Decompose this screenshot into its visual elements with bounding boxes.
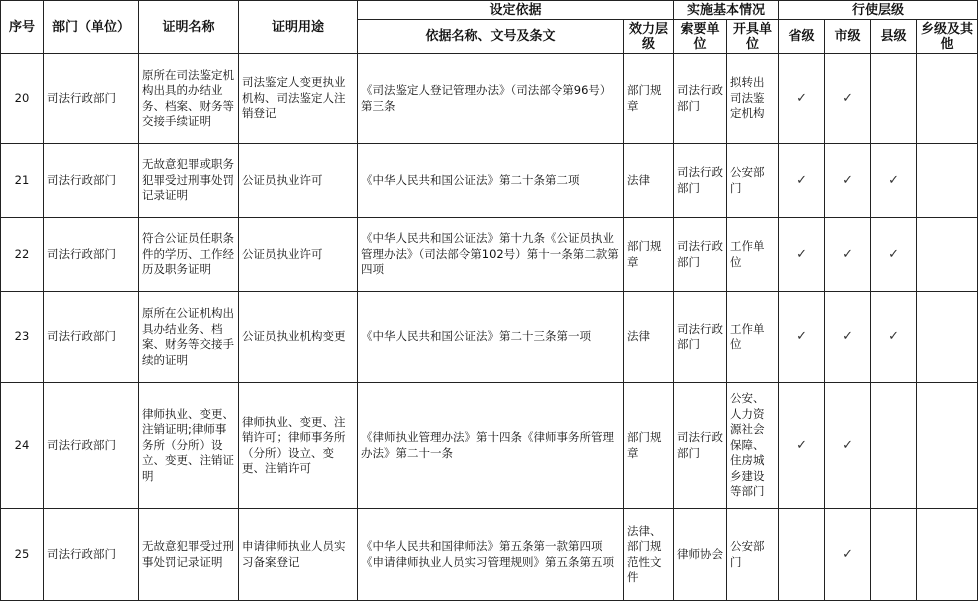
row-effect-level: 部门规章 (624, 383, 674, 509)
table-row (1, 144, 978, 218)
row-cert-name: 无故意犯罪或职务犯罪受过刑事处罚记录证明 (139, 144, 239, 218)
row-seq: 21 (1, 144, 44, 218)
header-impl-group: 实施基本情况 (674, 1, 779, 20)
table-row (1, 509, 978, 601)
row-city-check: ✓ (825, 218, 871, 292)
row-county-check (871, 383, 917, 509)
row-city-check: ✓ (825, 292, 871, 383)
header-basis-detail: 依据名称、文号及条文 (358, 20, 624, 54)
table-row (1, 383, 978, 509)
row-county-check: ✓ (871, 218, 917, 292)
row-town-check (917, 218, 978, 292)
row-dept: 司法行政部门 (44, 54, 139, 144)
row-issuer: 工作单位 (727, 292, 779, 383)
row-county-check (871, 509, 917, 601)
row-requester: 司法行政部门 (674, 144, 727, 218)
row-seq: 25 (1, 509, 44, 601)
row-basis: 《中华人民共和国律师法》第五条第一款第四项《申请律师执业人员实习管理规则》第五条第五项 (358, 509, 624, 601)
row-cert-use: 律师执业、变更、注销许可；律师事务所（分所）设立、变更、注销许可 (239, 383, 358, 509)
header-basis-group: 设定依据 (358, 1, 674, 20)
row-cert-use: 申请律师执业人员实习备案登记 (239, 509, 358, 601)
header-issuer: 开具单位 (727, 20, 779, 54)
row-dept: 司法行政部门 (44, 383, 139, 509)
row-effect-level: 法律、部门规范性文件 (624, 509, 674, 601)
row-effect-level: 法律 (624, 292, 674, 383)
table-row (1, 54, 978, 144)
row-town-check (917, 54, 978, 144)
row-town-check (917, 144, 978, 218)
header-dept: 部门（单位） (44, 1, 139, 54)
row-city-check: ✓ (825, 144, 871, 218)
row-issuer: 公安部门 (727, 144, 779, 218)
row-cert-name: 原所在公证机构出具办结业务、档案、财务等交接手续的证明 (139, 292, 239, 383)
row-issuer: 公安部门 (727, 509, 779, 601)
row-province-check: ✓ (779, 292, 825, 383)
row-basis: 《中华人民共和国公证法》第二十三条第一项 (358, 292, 624, 383)
row-effect-level: 法律 (624, 144, 674, 218)
header-level-group: 行使层级 (779, 1, 978, 20)
row-dept: 司法行政部门 (44, 218, 139, 292)
row-requester: 律师协会 (674, 509, 727, 601)
row-city-check: ✓ (825, 54, 871, 144)
table-row (1, 218, 978, 292)
row-cert-name: 原所在司法鉴定机构出具的办结业务、档案、财务等交接手续证明 (139, 54, 239, 144)
header-cert-name: 证明名称 (139, 1, 239, 54)
row-dept: 司法行政部门 (44, 292, 139, 383)
header-county: 县级 (871, 20, 917, 54)
row-seq: 22 (1, 218, 44, 292)
row-cert-use: 司法鉴定人变更执业机构、司法鉴定人注销登记 (239, 54, 358, 144)
row-province-check (779, 509, 825, 601)
row-province-check: ✓ (779, 54, 825, 144)
row-issuer: 工作单位 (727, 218, 779, 292)
table-row (1, 292, 978, 383)
row-effect-level: 部门规章 (624, 54, 674, 144)
row-town-check (917, 292, 978, 383)
row-town-check (917, 509, 978, 601)
row-basis: 《司法鉴定人登记管理办法》（司法部令第96号）第三条 (358, 54, 624, 144)
row-dept: 司法行政部门 (44, 144, 139, 218)
header-town: 乡级及其他 (917, 20, 978, 54)
row-cert-use: 公证员执业许可 (239, 218, 358, 292)
header-city: 市级 (825, 20, 871, 54)
row-requester: 司法行政部门 (674, 292, 727, 383)
header-province: 省级 (779, 20, 825, 54)
header-seq: 序号 (1, 1, 44, 54)
row-cert-name: 无故意犯罪受过刑事处罚记录证明 (139, 509, 239, 601)
row-county-check: ✓ (871, 144, 917, 218)
row-cert-use: 公证员执业机构变更 (239, 292, 358, 383)
row-province-check: ✓ (779, 218, 825, 292)
row-basis: 《中华人民共和国公证法》第十九条《公证员执业管理办法》（司法部令第102号）第十一条第二款第四项 (358, 218, 624, 292)
header-effect-level: 效力层级 (624, 20, 674, 54)
row-requester: 司法行政部门 (674, 218, 727, 292)
row-seq: 20 (1, 54, 44, 144)
row-cert-name: 符合公证员任职条件的学历、工作经历及职务证明 (139, 218, 239, 292)
row-seq: 24 (1, 383, 44, 509)
row-province-check: ✓ (779, 144, 825, 218)
row-dept: 司法行政部门 (44, 509, 139, 601)
row-province-check: ✓ (779, 383, 825, 509)
row-basis: 《律师执业管理办法》第十四条《律师事务所管理办法》第二十一条 (358, 383, 624, 509)
header-requester: 索要单位 (674, 20, 727, 54)
row-city-check: ✓ (825, 509, 871, 601)
row-county-check: ✓ (871, 292, 917, 383)
row-requester: 司法行政部门 (674, 383, 727, 509)
row-issuer: 公安、人力资源社会保障、住房城乡建设等部门 (727, 383, 779, 509)
row-county-check (871, 54, 917, 144)
row-cert-name: 律师执业、变更、注销证明;律师事务所（分所）设立、变更、注销证明 (139, 383, 239, 509)
header-cert-use: 证明用途 (239, 1, 358, 54)
row-issuer: 拟转出司法鉴定机构 (727, 54, 779, 144)
row-requester: 司法行政部门 (674, 54, 727, 144)
row-seq: 23 (1, 292, 44, 383)
row-effect-level: 部门规章 (624, 218, 674, 292)
row-city-check: ✓ (825, 383, 871, 509)
row-cert-use: 公证员执业许可 (239, 144, 358, 218)
row-basis: 《中华人民共和国公证法》第二十条第二项 (358, 144, 624, 218)
row-town-check (917, 383, 978, 509)
